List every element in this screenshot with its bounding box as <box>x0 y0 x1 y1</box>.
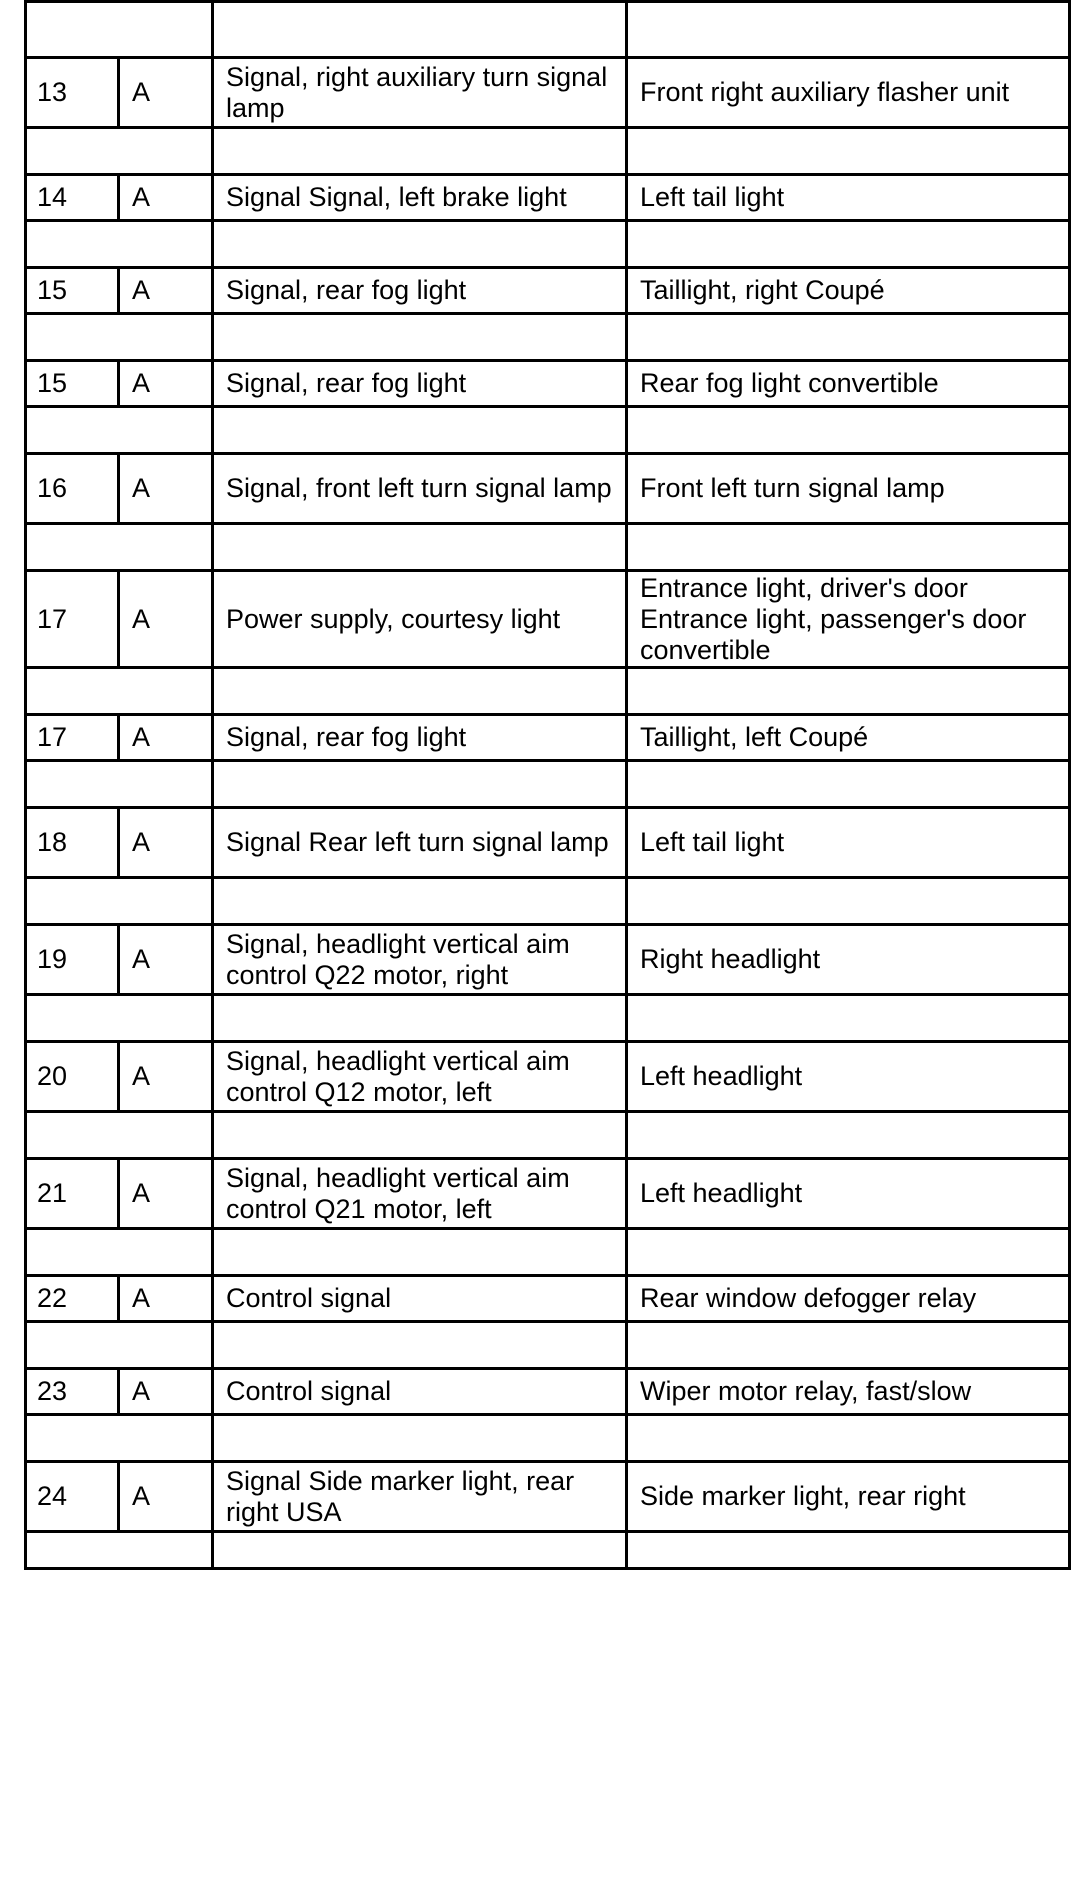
table-spacer-row <box>26 1229 1070 1276</box>
table-row <box>26 268 1070 314</box>
table-row <box>26 454 1070 524</box>
table-spacer-row <box>26 1532 1070 1569</box>
pin-type-cell: A <box>119 454 213 524</box>
component-cell: Left tail light <box>627 175 1070 221</box>
spacer-cell <box>213 1415 627 1462</box>
signal-function-cell: Control signal <box>213 1369 627 1415</box>
spacer-cell <box>26 1532 213 1569</box>
pin-number-cell: 15 <box>26 268 119 314</box>
pin-number-cell: 21 <box>26 1159 119 1229</box>
table-row <box>26 1276 1070 1322</box>
pin-type-cell: A <box>119 268 213 314</box>
pin-number-cell: 13 <box>26 58 119 128</box>
table-row <box>26 1159 1070 1229</box>
spacer-cell <box>213 524 627 571</box>
table-row <box>26 1462 1070 1532</box>
spacer-cell <box>213 761 627 808</box>
pin-number-cell: 20 <box>26 1042 119 1112</box>
signal-function-cell: Signal Side marker light, rear right USA <box>213 1462 627 1532</box>
component-cell: Left tail light <box>627 808 1070 878</box>
pin-assignment-table <box>24 0 1071 1570</box>
table-spacer-row <box>26 1415 1070 1462</box>
signal-function-cell: Signal, headlight vertical aim control Q22 motor, right <box>213 925 627 995</box>
table-row <box>26 571 1070 668</box>
component-cell: Side marker light, rear right <box>627 1462 1070 1532</box>
table-spacer-row <box>26 314 1070 361</box>
pin-type-cell: A <box>119 1276 213 1322</box>
pin-number-cell: 14 <box>26 175 119 221</box>
component-cell: Left headlight <box>627 1042 1070 1112</box>
component-cell: Left headlight <box>627 1159 1070 1229</box>
spacer-cell <box>627 407 1070 454</box>
spacer-cell <box>213 2 627 58</box>
component-cell: Taillight, left Coupé <box>627 715 1070 761</box>
spacer-cell <box>26 668 213 715</box>
table-spacer-row <box>26 524 1070 571</box>
spacer-cell <box>26 1112 213 1159</box>
spacer-cell <box>26 1415 213 1462</box>
pin-type-cell: A <box>119 58 213 128</box>
spacer-cell <box>26 878 213 925</box>
pin-type-cell: A <box>119 1159 213 1229</box>
spacer-cell <box>627 2 1070 58</box>
component-cell: Rear window defogger relay <box>627 1276 1070 1322</box>
pin-number-cell: 23 <box>26 1369 119 1415</box>
spacer-cell <box>213 995 627 1042</box>
pin-number-cell: 24 <box>26 1462 119 1532</box>
pin-type-cell: A <box>119 925 213 995</box>
signal-function-cell: Signal, right auxiliary turn signal lamp <box>213 58 627 128</box>
component-cell: Entrance light, driver's door Entrance light, passenger's door convertible <box>627 571 1070 668</box>
pin-number-cell: 17 <box>26 571 119 668</box>
table-row <box>26 715 1070 761</box>
spacer-cell <box>627 1112 1070 1159</box>
signal-function-cell: Signal, headlight vertical aim control Q12 motor, left <box>213 1042 627 1112</box>
spacer-cell <box>26 2 213 58</box>
spacer-cell <box>26 221 213 268</box>
signal-function-cell: Signal Signal, left brake light <box>213 175 627 221</box>
pin-type-cell: A <box>119 1042 213 1112</box>
table-row <box>26 808 1070 878</box>
spacer-cell <box>627 1322 1070 1369</box>
table-row <box>26 925 1070 995</box>
spacer-cell <box>213 128 627 175</box>
signal-function-cell: Signal, headlight vertical aim control Q21 motor, left <box>213 1159 627 1229</box>
table-row <box>26 1369 1070 1415</box>
component-cell: Front left turn signal lamp <box>627 454 1070 524</box>
table-spacer-row <box>26 2 1070 58</box>
spacer-cell <box>213 1322 627 1369</box>
signal-function-cell: Power supply, courtesy light <box>213 571 627 668</box>
table-row <box>26 58 1070 128</box>
spacer-cell <box>627 761 1070 808</box>
signal-function-cell: Signal, rear fog light <box>213 361 627 407</box>
spacer-cell <box>213 878 627 925</box>
table-spacer-row <box>26 878 1070 925</box>
spacer-cell <box>627 1532 1070 1569</box>
table-row <box>26 1042 1070 1112</box>
table-spacer-row <box>26 128 1070 175</box>
pin-number-cell: 17 <box>26 715 119 761</box>
component-cell: Right headlight <box>627 925 1070 995</box>
spacer-cell <box>213 1229 627 1276</box>
pin-type-cell: A <box>119 1369 213 1415</box>
spacer-cell <box>213 1112 627 1159</box>
spacer-cell <box>627 878 1070 925</box>
pin-type-cell: A <box>119 571 213 668</box>
pin-number-cell: 19 <box>26 925 119 995</box>
table-spacer-row <box>26 221 1070 268</box>
table-spacer-row <box>26 1112 1070 1159</box>
table-spacer-row <box>26 407 1070 454</box>
spacer-cell <box>26 407 213 454</box>
spacer-cell <box>627 668 1070 715</box>
component-cell: Wiper motor relay, fast/slow <box>627 1369 1070 1415</box>
pin-type-cell: A <box>119 175 213 221</box>
table-spacer-row <box>26 761 1070 808</box>
pin-type-cell: A <box>119 361 213 407</box>
component-cell: Taillight, right Coupé <box>627 268 1070 314</box>
signal-function-cell: Control signal <box>213 1276 627 1322</box>
spacer-cell <box>26 1322 213 1369</box>
signal-function-cell: Signal Rear left turn signal lamp <box>213 808 627 878</box>
table-spacer-row <box>26 995 1070 1042</box>
spacer-cell <box>627 524 1070 571</box>
spacer-cell <box>213 668 627 715</box>
spacer-cell <box>26 314 213 361</box>
spacer-cell <box>627 221 1070 268</box>
spacer-cell <box>627 1229 1070 1276</box>
table-body <box>26 2 1070 1569</box>
pin-number-cell: 22 <box>26 1276 119 1322</box>
table-row <box>26 361 1070 407</box>
signal-function-cell: Signal, rear fog light <box>213 715 627 761</box>
component-cell: Rear fog light convertible <box>627 361 1070 407</box>
pin-type-cell: A <box>119 715 213 761</box>
spacer-cell <box>627 314 1070 361</box>
spacer-cell <box>26 128 213 175</box>
spacer-cell <box>26 995 213 1042</box>
spacer-cell <box>26 1229 213 1276</box>
signal-function-cell: Signal, front left turn signal lamp <box>213 454 627 524</box>
pin-number-cell: 15 <box>26 361 119 407</box>
pin-type-cell: A <box>119 1462 213 1532</box>
spacer-cell <box>213 1532 627 1569</box>
signal-function-cell: Signal, rear fog light <box>213 268 627 314</box>
table-row <box>26 175 1070 221</box>
pin-number-cell: 18 <box>26 808 119 878</box>
table-spacer-row <box>26 668 1070 715</box>
pin-number-cell: 16 <box>26 454 119 524</box>
pin-type-cell: A <box>119 808 213 878</box>
spacer-cell <box>26 524 213 571</box>
spacer-cell <box>213 221 627 268</box>
spacer-cell <box>627 128 1070 175</box>
table-spacer-row <box>26 1322 1070 1369</box>
spacer-cell <box>627 995 1070 1042</box>
spacer-cell <box>213 314 627 361</box>
spacer-cell <box>213 407 627 454</box>
spacer-cell <box>627 1415 1070 1462</box>
spacer-cell <box>26 761 213 808</box>
component-cell: Front right auxiliary flasher unit <box>627 58 1070 128</box>
